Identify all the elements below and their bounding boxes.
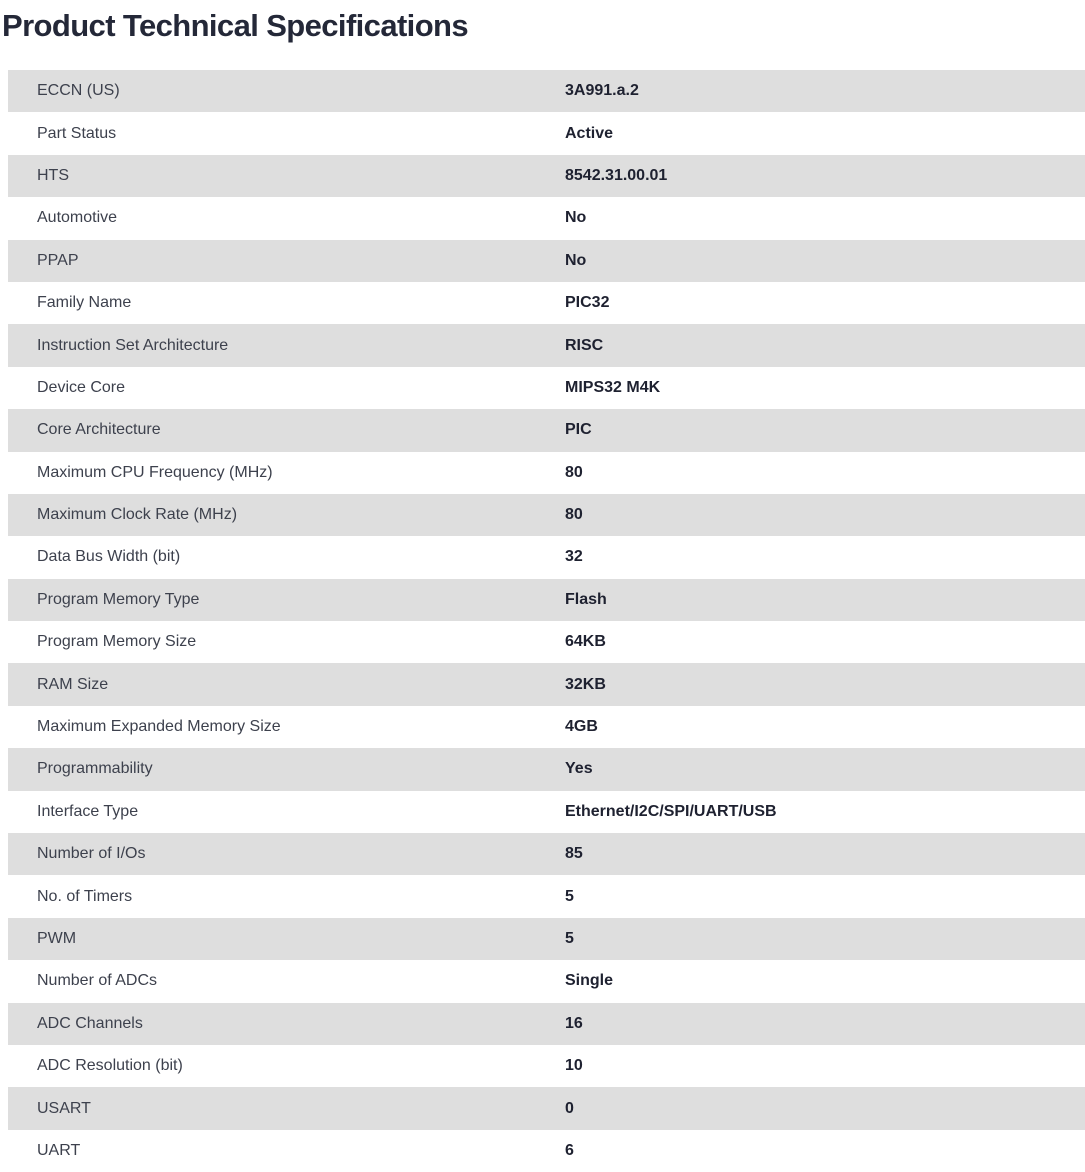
spec-label: Part Status	[37, 124, 117, 142]
spec-row	[8, 324, 1085, 366]
spec-row	[8, 70, 1085, 112]
spec-value: Flash	[565, 590, 607, 608]
spec-row	[8, 452, 1085, 494]
spec-row	[8, 706, 1085, 748]
spec-value: Yes	[565, 760, 593, 778]
spec-row	[8, 494, 1085, 536]
spec-value: No	[565, 209, 587, 227]
spec-row	[8, 1087, 1085, 1129]
spec-value: 80	[565, 463, 583, 481]
spec-row	[8, 663, 1085, 705]
spec-row	[8, 579, 1085, 621]
spec-row	[8, 621, 1085, 663]
spec-row	[8, 1130, 1085, 1172]
spec-row	[8, 367, 1085, 409]
spec-row	[8, 197, 1085, 239]
spec-value: 8542.31.00.01	[565, 166, 668, 184]
spec-row	[8, 409, 1085, 451]
spec-row	[8, 155, 1085, 197]
spec-value: 5	[565, 887, 574, 905]
spec-value: 6	[565, 1141, 574, 1159]
spec-row	[8, 833, 1085, 875]
spec-label: HTS	[37, 166, 69, 184]
spec-label: Number of ADCs	[37, 972, 158, 990]
spec-value: 85	[565, 845, 583, 863]
spec-row	[8, 282, 1085, 324]
spec-value: 32	[565, 548, 583, 566]
page-title: Product Technical Specifications	[2, 8, 469, 43]
spec-label: Programmability	[37, 760, 153, 778]
spec-label: Automotive	[37, 209, 118, 227]
spec-label: Data Bus Width (bit)	[37, 548, 181, 566]
spec-row	[8, 918, 1085, 960]
spec-label: Interface Type	[37, 802, 139, 820]
spec-label: Number of I/Os	[37, 845, 146, 863]
spec-value: RISC	[565, 336, 604, 354]
spec-row	[8, 536, 1085, 578]
spec-row	[8, 1003, 1085, 1045]
spec-value: PIC	[565, 421, 592, 439]
spec-value: No	[565, 251, 587, 269]
spec-value: 16	[565, 1014, 583, 1032]
spec-label: ECCN (US)	[37, 82, 120, 100]
spec-value: 32KB	[565, 675, 606, 693]
spec-label: RAM Size	[37, 675, 109, 693]
spec-label: Family Name	[37, 294, 132, 312]
spec-row	[8, 791, 1085, 833]
spec-label: USART	[37, 1099, 91, 1117]
spec-row	[8, 748, 1085, 790]
spec-row	[8, 112, 1085, 154]
spec-value: 80	[565, 506, 583, 524]
spec-value: 10	[565, 1057, 583, 1075]
spec-label: Device Core	[37, 378, 126, 396]
spec-table	[8, 70, 1085, 1172]
spec-label: Maximum Clock Rate (MHz)	[37, 506, 238, 524]
spec-label: Core Architecture	[37, 421, 161, 439]
spec-row	[8, 960, 1085, 1002]
spec-label: Program Memory Type	[37, 590, 200, 608]
spec-label: PWM	[37, 930, 77, 947]
spec-label: ADC Resolution (bit)	[37, 1057, 183, 1075]
spec-value: Ethernet/I2C/SPI/UART/USB	[565, 802, 777, 820]
spec-label: ADC Channels	[37, 1014, 143, 1032]
spec-label: Maximum CPU Frequency (MHz)	[37, 463, 273, 481]
spec-value: 64KB	[565, 633, 606, 651]
spec-value: PIC32	[565, 294, 610, 312]
spec-label: UART	[37, 1141, 81, 1159]
spec-row	[8, 875, 1085, 917]
spec-value: 3A991.a.2	[565, 82, 639, 100]
spec-label: Program Memory Size	[37, 633, 197, 651]
spec-value: 5	[565, 930, 574, 947]
spec-label: Maximum Expanded Memory Size	[37, 718, 281, 736]
spec-value: Active	[565, 124, 614, 142]
spec-row	[8, 240, 1085, 282]
spec-row	[8, 1045, 1085, 1087]
spec-value: Single	[565, 972, 614, 990]
spec-value: MIPS32 M4K	[565, 378, 661, 396]
spec-value: 4GB	[565, 718, 598, 736]
spec-label: No. of Timers	[37, 887, 133, 905]
spec-label: Instruction Set Architecture	[37, 336, 229, 354]
spec-label: PPAP	[37, 251, 79, 269]
spec-value: 0	[565, 1099, 574, 1117]
